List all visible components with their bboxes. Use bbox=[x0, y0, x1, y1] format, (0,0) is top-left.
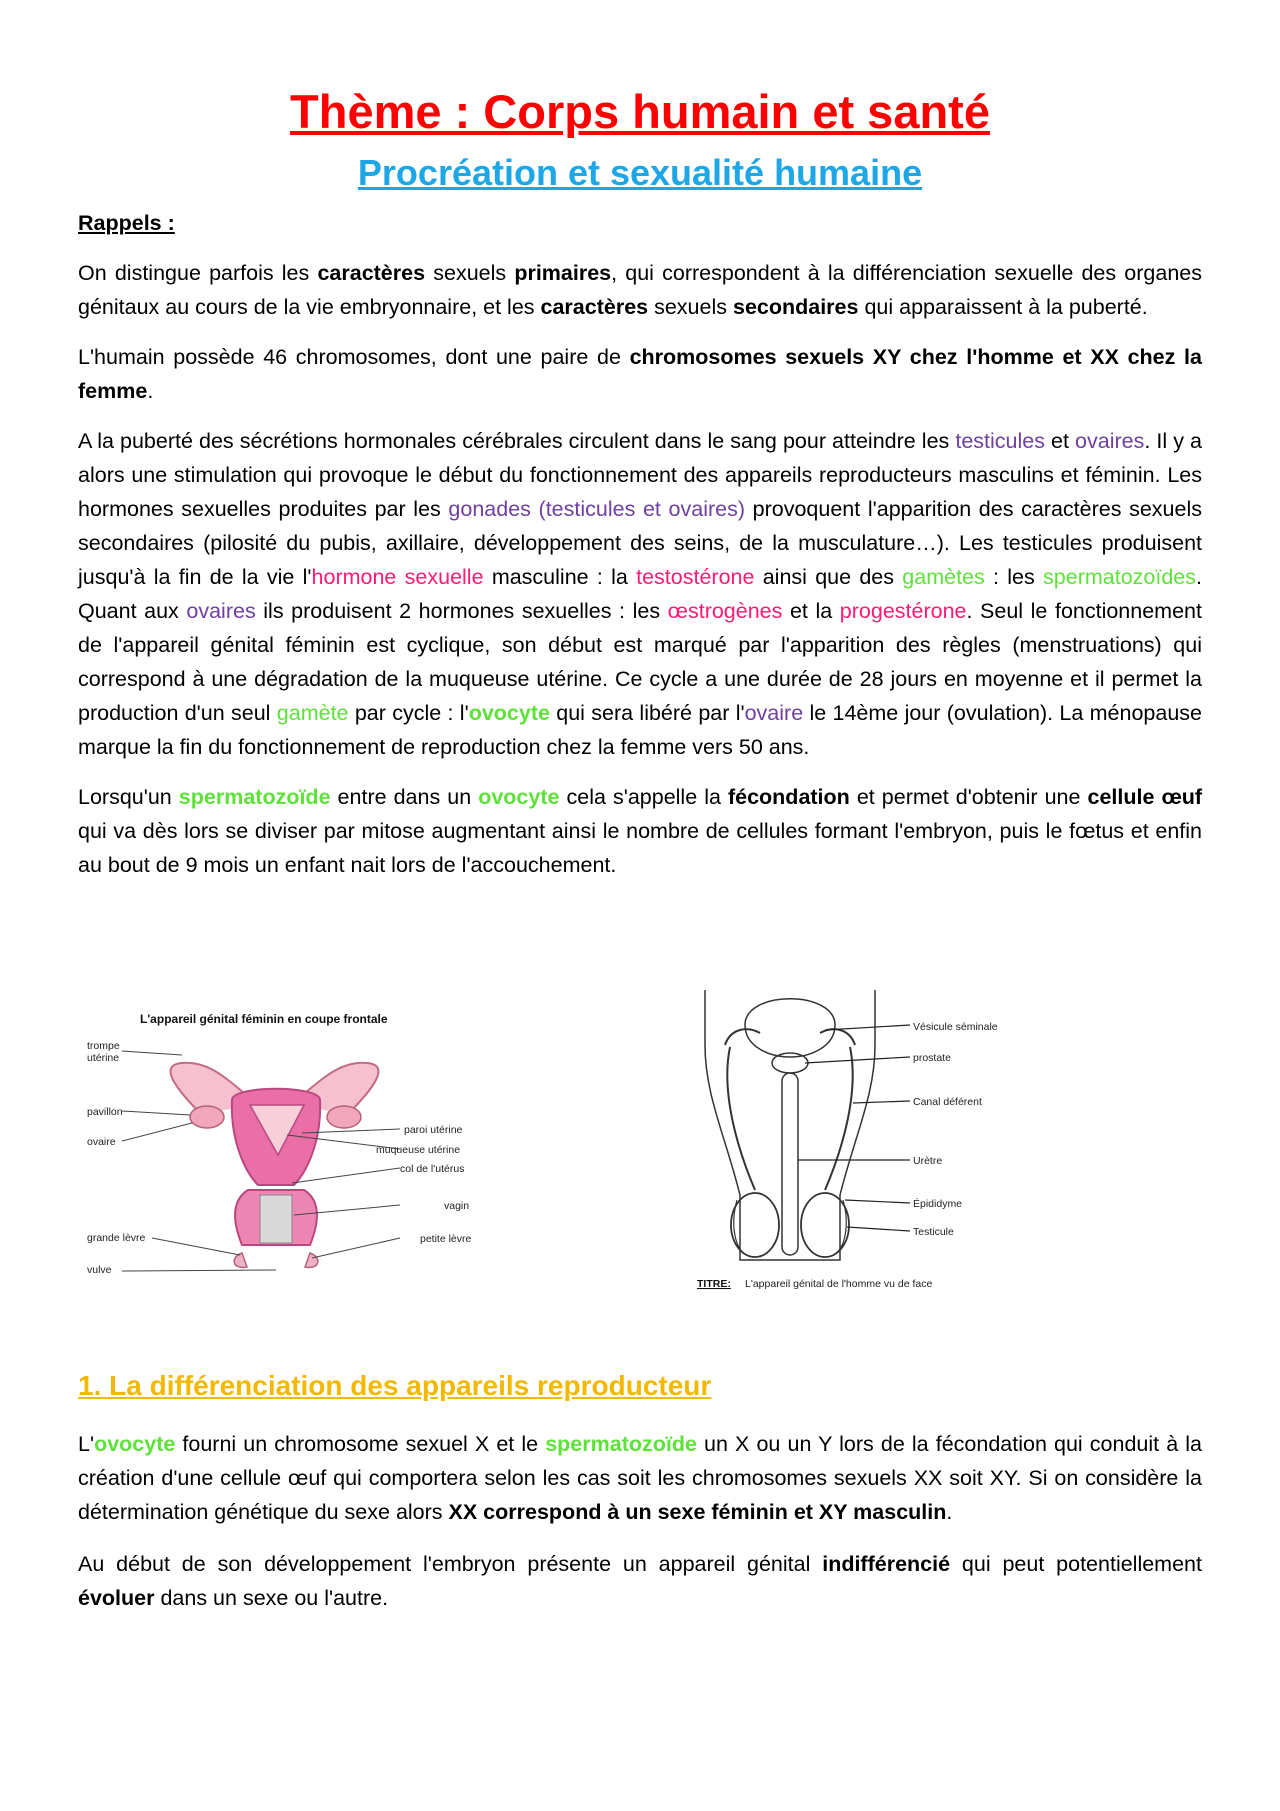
left-ovary bbox=[190, 1106, 224, 1128]
section-1-heading: 1. La différenciation des appareils reproducteur bbox=[78, 1370, 712, 1401]
testicle-right bbox=[801, 1193, 849, 1257]
female-figure-title: L'appareil génital féminin en coupe frontale bbox=[140, 1012, 388, 1026]
male-figure-caption-prefix: TITRE: bbox=[697, 1278, 731, 1290]
bladder bbox=[745, 999, 835, 1057]
urethra bbox=[782, 1073, 798, 1255]
page-title: Thème : Corps humain et santé bbox=[290, 85, 990, 138]
vas-deferens-right bbox=[825, 1047, 853, 1190]
rappels-paragraph-1: On distingue parfois les caractères sexuels primaires, qui correspondent à la différenciation sexuelle des organes génitaux au cours de la vie embryonnaire, et les caractères sexuels secondaires qui apparaissent à la puberté. bbox=[78, 261, 1203, 319]
label-prostate: prostate bbox=[913, 1052, 951, 1064]
label-testicule: Testicule bbox=[913, 1226, 954, 1238]
label-vesicule-seminale: Vésicule séminale bbox=[913, 1021, 998, 1033]
label-col-uterus: col de l'utérus bbox=[400, 1163, 465, 1175]
seminal-vesicle-right bbox=[820, 1029, 855, 1045]
page-subtitle: Procréation et sexualité humaine bbox=[357, 152, 923, 193]
rappels-paragraph-4: Lorsqu'un spermatozoïde entre dans un ovocyte cela s'appelle la fécondation et permet d'obtenir une cellule œuf qui va dès lors se diviser par mitose augmentant ainsi le nombre de cellules formant l'embryon, puis le fœtus et enfin au bout de 9 mois un enfant nait lors de l'accouchement. bbox=[78, 785, 1203, 877]
rappels-paragraph-2: L'humain possède 46 chromosomes, dont une paire de chromosomes sexuels XY chez l'homme et XX chez la femme. bbox=[78, 345, 1202, 403]
label-trompe: trompe bbox=[87, 1040, 120, 1052]
vas-deferens-left bbox=[727, 1047, 755, 1190]
male-reproductive-figure bbox=[685, 985, 1025, 1295]
label-uretre: Urètre bbox=[913, 1155, 943, 1167]
female-reproductive-figure bbox=[82, 1005, 472, 1275]
label-canal-deferent: Canal déférent bbox=[913, 1096, 982, 1108]
section-1-paragraph-2: Au début de son développement l'embryon présente un appareil génital indifférencié qui peut potentiellement évoluer dans un sexe ou l'autre. bbox=[78, 1552, 1202, 1610]
section-1-paragraph-1: L'ovocyte fourni un chromosome sexuel X et le spermatozoïde un X ou un Y lors de la fécondation qui conduit à la création d'une cellule œuf qui comportera selon les cas soit les chromosomes sexuels XX soit XY. Si on considère la détermination génétique du sexe alors XX correspond à un sexe féminin et XY masculin. bbox=[78, 1432, 1202, 1524]
label-grande-levre: grande lèvre bbox=[87, 1232, 146, 1244]
rappels-paragraph-3: A la puberté des sécrétions hormonales cérébrales circulent dans le sang pour atteindre les testicules et ovaires. Il y a alors une stimulation qui provoque le début du fonctionnement des appareils reproducteurs masculins et féminin. Les hormones sexuelles produites par les gonades (testicules et ovaires) provoquent l'apparition des caractères sexuels secondaires (pilosité du pubis, axillaire, développement des seins, de la musculature…). Les testicules produisent jusqu'à la fin de la vie l'hormone sexuelle masculine : la testostérone ainsi que des gamètes : les spermatozoïdes. Quant aux ovaires ils produisent 2 hormones sexuelles : les œstrogènes et la progestérone. Seul le fonctionnement de l'appareil génital féminin est cyclique, son début est marqué par l'apparition des règles (menstruations) qui correspond à une dégradation de la muqueuse utérine. Ce cycle a une durée de 28 jours en moyenne et il permet la production d'un seul gamète par cycle : l'ovocyte qui sera libéré par l'ovaire le 14ème jour (ovulation). La ménopause marque la fin du fonctionnement de reproduction chez la femme vers 50 ans. bbox=[78, 429, 1203, 759]
rappels-heading: Rappels : bbox=[78, 211, 175, 235]
rappels-section bbox=[78, 206, 1202, 882]
section-1-content bbox=[78, 1427, 1202, 1615]
label-muqueuse-uterine: muqueuse utérine bbox=[376, 1144, 461, 1156]
labia-left bbox=[234, 1253, 247, 1267]
testicle-left bbox=[731, 1193, 779, 1257]
label-ovaire: ovaire bbox=[87, 1136, 116, 1148]
right-ovary bbox=[327, 1106, 361, 1128]
label-pavillon: pavillon bbox=[87, 1106, 123, 1118]
seminal-vesicle-left bbox=[725, 1029, 760, 1045]
label-epididyme: Épididyme bbox=[913, 1198, 963, 1210]
vagina bbox=[260, 1195, 292, 1243]
label-vagin: vagin bbox=[444, 1200, 470, 1212]
labia-right bbox=[305, 1253, 318, 1267]
label-petite-levre: petite lèvre bbox=[420, 1233, 472, 1245]
label-paroi-uterine: paroi utérine bbox=[404, 1124, 463, 1136]
prostate bbox=[772, 1053, 808, 1073]
label-vulve: vulve bbox=[87, 1264, 112, 1275]
male-figure-caption: L'appareil génital de l'homme vu de face bbox=[745, 1278, 933, 1290]
label-uterine: utérine bbox=[87, 1052, 120, 1064]
